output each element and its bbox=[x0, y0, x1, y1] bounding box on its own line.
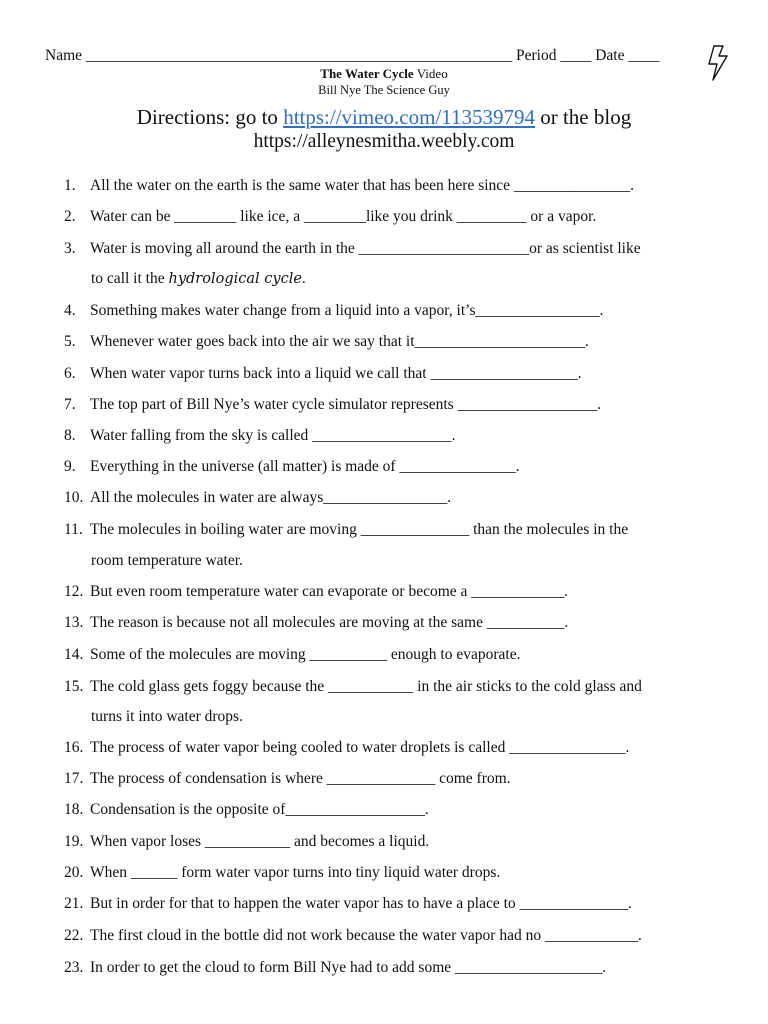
name-blank[interactable]: _______________________________________________________ bbox=[85, 47, 513, 64]
question-number: 10. bbox=[64, 489, 84, 506]
question-text: Everything in the universe (all matter) is made of _______________. bbox=[90, 458, 520, 475]
question-number: 23. bbox=[64, 959, 84, 976]
period-blank[interactable]: ____ bbox=[560, 47, 592, 64]
question-text: Condensation is the opposite of__________________. bbox=[90, 801, 429, 818]
question-number: 3. bbox=[64, 240, 76, 257]
question-text: Water is moving all around the earth in the ______________________or as scientist like bbox=[90, 240, 641, 257]
question-number: 19. bbox=[64, 833, 84, 850]
question-number: 22. bbox=[64, 927, 84, 944]
question-13 bbox=[64, 613, 568, 633]
question-number: 12. bbox=[64, 583, 84, 600]
question-5 bbox=[64, 332, 589, 352]
question-number: 5. bbox=[64, 333, 76, 350]
question-number: 15. bbox=[64, 678, 84, 695]
question-number: 9. bbox=[64, 458, 76, 475]
question-text: Whenever water goes back into the air we say that it______________________. bbox=[90, 333, 589, 350]
question-text: The first cloud in the bottle did not work because the water vapor had no ____________. bbox=[90, 927, 642, 944]
question-number: 17. bbox=[64, 770, 84, 787]
title-bold: The Water Cycle bbox=[320, 66, 414, 81]
question-text: Something makes water change from a liquid into a vapor, it’s________________. bbox=[90, 302, 604, 319]
question-text: When ______ form water vapor turns into tiny liquid water drops. bbox=[90, 864, 501, 881]
question-text: But even room temperature water can evaporate or become a ____________. bbox=[90, 583, 569, 600]
question-number: 21. bbox=[64, 895, 84, 912]
question-text: The process of condensation is where ______________ come from. bbox=[90, 770, 511, 787]
question-17 bbox=[64, 769, 511, 789]
question-text: All the water on the earth is the same water that has been here since _______________. bbox=[90, 177, 635, 194]
question-14 bbox=[64, 645, 520, 665]
title-rest: Video bbox=[413, 66, 448, 81]
question-number: 16. bbox=[64, 739, 84, 756]
question-text: When vapor loses ___________ and becomes a liquid. bbox=[90, 833, 430, 850]
question-text: Water can be ________ like ice, a ________like you drink _________ or a vapor. bbox=[90, 208, 597, 225]
question-number: 1. bbox=[64, 177, 76, 194]
period-label: Period bbox=[516, 47, 557, 64]
name-label: Name bbox=[45, 47, 83, 64]
question-11-continuation: room temperature water. bbox=[91, 552, 243, 569]
question-16 bbox=[64, 738, 629, 758]
question-text: But in order for that to happen the water vapor has to have a place to ______________. bbox=[90, 895, 632, 912]
question-number: 13. bbox=[64, 614, 84, 631]
question-text: The process of water vapor being cooled to water droplets is called _______________. bbox=[90, 739, 630, 756]
question-15 bbox=[64, 677, 642, 697]
question-9 bbox=[64, 457, 520, 477]
worksheet-subtitle: Bill Nye The Science Guy bbox=[318, 83, 450, 97]
question-11 bbox=[64, 520, 628, 540]
question-18 bbox=[64, 800, 429, 820]
blog-url[interactable]: https://alleynesmitha.weebly.com bbox=[253, 131, 515, 152]
question-text: The reason is because not all molecules are moving at the same __________. bbox=[90, 614, 569, 631]
date-blank[interactable]: ____ bbox=[628, 47, 660, 64]
question-19 bbox=[64, 832, 429, 852]
question-21 bbox=[64, 894, 632, 914]
question-number: 7. bbox=[64, 396, 76, 413]
question-text: Some of the molecules are moving __________ enough to evaporate. bbox=[90, 646, 521, 663]
question-text: When water vapor turns back into a liquid we call that ___________________. bbox=[90, 365, 582, 382]
question-number: 4. bbox=[64, 302, 76, 319]
question-number: 11. bbox=[64, 521, 83, 538]
question-10 bbox=[64, 488, 451, 508]
question-text: The molecules in boiling water are moving ______________ than the molecules in the bbox=[90, 521, 629, 538]
question-text: Water falling from the sky is called __________________. bbox=[90, 427, 456, 444]
question-4 bbox=[64, 301, 603, 321]
question-number: 2. bbox=[64, 208, 76, 225]
question-text: The cold glass gets foggy because the ___________ in the air sticks to the cold glass and bbox=[90, 678, 642, 695]
question-text: All the molecules in water are always________________. bbox=[90, 489, 452, 506]
date-label: Date bbox=[595, 47, 625, 64]
question-2 bbox=[64, 207, 596, 227]
question-number: 18. bbox=[64, 801, 84, 818]
question-7 bbox=[64, 395, 601, 415]
directions-prefix: Directions: go to bbox=[136, 105, 284, 129]
continuation-text: to call it the bbox=[91, 270, 169, 287]
question-23 bbox=[64, 958, 606, 978]
question-3-continuation bbox=[91, 269, 306, 289]
question-number: 14. bbox=[64, 646, 84, 663]
continuation-suffix: . bbox=[301, 270, 306, 287]
question-6 bbox=[64, 364, 582, 384]
question-12 bbox=[64, 582, 568, 602]
directions-suffix: or the blog bbox=[534, 105, 632, 129]
question-number: 6. bbox=[64, 365, 76, 382]
question-20 bbox=[64, 863, 500, 883]
question-1 bbox=[64, 176, 634, 196]
vimeo-link[interactable]: https://vimeo.com/113539794 bbox=[283, 105, 535, 129]
question-15-continuation: turns it into water drops. bbox=[91, 708, 243, 725]
question-22 bbox=[64, 926, 642, 946]
question-number: 8. bbox=[64, 427, 76, 444]
question-number: 20. bbox=[64, 864, 84, 881]
question-3 bbox=[64, 239, 641, 259]
hydrological-cycle-term: hydrological cycle bbox=[168, 271, 302, 287]
question-text: The top part of Bill Nye’s water cycle simulator represents __________________. bbox=[90, 396, 601, 413]
question-text: In order to get the cloud to form Bill Nye had to add some ___________________. bbox=[90, 959, 607, 976]
question-8 bbox=[64, 426, 456, 446]
